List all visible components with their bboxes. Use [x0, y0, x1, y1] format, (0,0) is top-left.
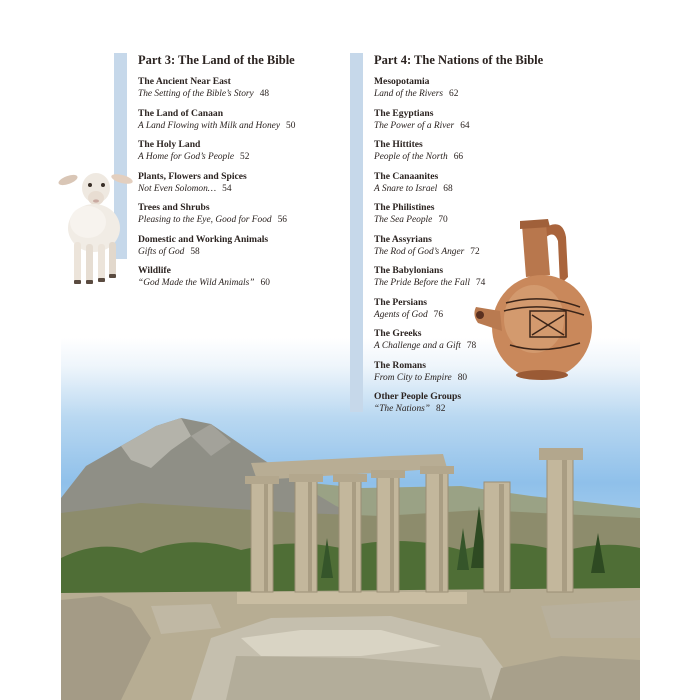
toc-entry-subtitle: The Rod of God’s Anger	[374, 246, 465, 257]
toc-entry-title: The Egyptians	[374, 107, 434, 119]
part-4-entries	[374, 76, 485, 423]
lamb-photo	[58, 164, 134, 290]
toc-entry-page: 52	[240, 152, 250, 162]
toc-entry-title: Trees and Shrubs	[138, 202, 210, 213]
toc-entry-page: 76	[433, 309, 444, 320]
part-3-entries	[138, 76, 295, 297]
toc-entry-title: Plants, Flowers and Spices	[138, 170, 247, 182]
toc-entry[interactable]	[374, 360, 485, 392]
toc-entry[interactable]	[138, 76, 295, 108]
toc-entry-page: 74	[475, 278, 486, 288]
toc-entry[interactable]	[138, 108, 295, 140]
toc-entry-title: The Persians	[374, 296, 428, 308]
toc-entry-subtitle: People of the North	[374, 152, 448, 162]
toc-entry-subtitle: “God Made the Wild Animals”	[138, 278, 255, 288]
toc-entry-page: 66	[453, 152, 464, 162]
toc-entry[interactable]	[374, 76, 485, 108]
toc-entry[interactable]	[374, 391, 485, 423]
toc-entry-subtitle: From City to Empire	[374, 372, 452, 383]
toc-entry-title: The Land of Canaan	[138, 107, 224, 119]
toc-entry[interactable]	[374, 234, 485, 266]
toc-entry-page: 70	[438, 215, 448, 225]
part-4-accent-rule	[350, 53, 363, 412]
ancient-jug-photo	[470, 215, 594, 387]
toc-entry[interactable]	[374, 108, 485, 140]
toc-entry-page: 68	[443, 183, 453, 194]
toc-entry-page: 82	[436, 404, 446, 414]
toc-entry-subtitle: The Setting of the Bible’s Story	[138, 89, 254, 99]
toc-entry-subtitle: A Challenge and a Gift	[374, 341, 461, 351]
toc-entry-subtitle: Gifts of God	[138, 246, 185, 257]
toc-entry-subtitle: The Sea People	[374, 215, 433, 225]
toc-entry-title: The Greeks	[374, 328, 422, 339]
toc-entry-page: 54	[222, 183, 232, 194]
lamb-illustration	[58, 164, 134, 290]
toc-entry-page: 58	[190, 246, 200, 257]
toc-entry-subtitle: A Land Flowing with Milk and Honey	[138, 120, 281, 131]
toc-entry[interactable]	[138, 171, 295, 203]
ancient-jug-illustration	[470, 215, 594, 387]
toc-entry-subtitle: Agents of God	[374, 309, 428, 320]
toc-entry-title: The Babylonians	[374, 265, 444, 276]
toc-entry-title: The Philistines	[374, 202, 435, 213]
toc-entry-subtitle: Pleasing to the Eye, Good for Food	[138, 215, 272, 225]
toc-entry-subtitle: Land of the Rivers	[374, 89, 444, 99]
toc-entry[interactable]	[374, 297, 485, 329]
toc-entry-subtitle: A Home for God’s People	[138, 152, 234, 162]
toc-entry[interactable]	[138, 265, 295, 297]
toc-entry[interactable]	[374, 265, 485, 297]
toc-entry-page: 62	[449, 89, 459, 99]
toc-entry[interactable]	[138, 202, 295, 234]
toc-entry-page: 78	[466, 341, 477, 351]
toc-entry-subtitle: A Snare to Israel	[374, 183, 438, 194]
toc-entry-subtitle: The Power of a River	[374, 120, 455, 131]
toc-entry[interactable]	[138, 139, 295, 171]
part-4-title: Part 4: The Nations of the Bible	[374, 53, 544, 67]
toc-entry-page: 56	[277, 215, 287, 225]
toc-entry-title: The Assyrians	[374, 233, 432, 245]
toc-entry-subtitle: Not Even Solomon…	[138, 183, 217, 194]
toc-entry-title: The Hittites	[374, 139, 423, 150]
toc-entry-page: 72	[470, 246, 480, 257]
toc-entry-title: The Canaanites	[374, 170, 439, 182]
toc-entry-page: 60	[260, 278, 270, 288]
toc-entry[interactable]	[374, 328, 485, 360]
toc-entry-page: 48	[259, 89, 270, 99]
toc-entry[interactable]	[138, 234, 295, 266]
toc-entry[interactable]	[374, 202, 485, 234]
toc-entry-title: Domestic and Working Animals	[138, 233, 269, 245]
toc-entry-page: 80	[457, 372, 468, 383]
toc-entry-page: 64	[460, 120, 470, 131]
toc-entry-title: The Romans	[374, 359, 426, 371]
toc-entry-page: 50	[286, 120, 296, 131]
toc-entry-title: The Ancient Near East	[138, 76, 231, 87]
toc-entry-subtitle: The Pride Before the Fall	[374, 278, 470, 288]
toc-entry-subtitle: “The Nations”	[374, 404, 431, 414]
toc-entry[interactable]	[374, 139, 485, 171]
toc-entry[interactable]	[374, 171, 485, 203]
toc-entry-title: The Holy Land	[138, 139, 201, 150]
toc-entry-title: Wildlife	[138, 265, 171, 276]
part-3-title: Part 3: The Land of the Bible	[138, 53, 295, 67]
toc-entry-title: Mesopotamia	[374, 76, 430, 87]
toc-entry-title: Other People Groups	[374, 391, 462, 402]
